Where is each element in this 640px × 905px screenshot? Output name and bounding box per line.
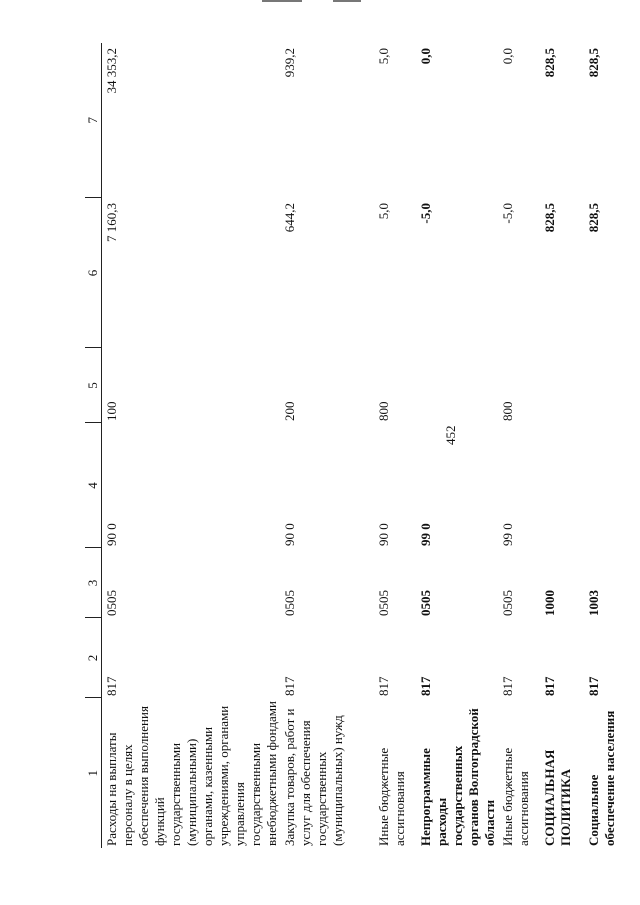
ministry-code: 817 bbox=[104, 676, 119, 696]
expense-type-code: 200 bbox=[282, 401, 297, 421]
target-article-code: 90 0 bbox=[282, 523, 297, 546]
section-code: 0505 bbox=[376, 590, 391, 616]
column-header: 4 bbox=[85, 423, 102, 548]
table-row bbox=[416, 43, 498, 848]
amount-total: 0,0 bbox=[500, 48, 515, 65]
section-code: 1003 bbox=[586, 590, 601, 616]
row-name: Иные бюджетные ассигнования bbox=[500, 747, 531, 846]
page-number: 452 bbox=[443, 425, 458, 445]
expense-type-code bbox=[584, 348, 628, 423]
column-header: 7 bbox=[85, 43, 102, 198]
row-name: Социальное обеспечение населения bbox=[586, 710, 617, 846]
amount-change: 828,5 bbox=[586, 203, 601, 233]
table-row bbox=[498, 43, 540, 848]
amount-total: 34 353,2 bbox=[104, 48, 119, 94]
ministry-code: 817 bbox=[282, 676, 297, 696]
amount-total: 0,0 bbox=[418, 48, 433, 65]
target-article-code bbox=[584, 423, 628, 548]
column-header: 6 bbox=[85, 198, 102, 348]
ministry-code: 817 bbox=[586, 676, 601, 696]
section-code: 0505 bbox=[500, 590, 515, 616]
amount-change: 5,0 bbox=[376, 203, 391, 220]
ministry-code: 817 bbox=[500, 676, 515, 696]
amount-change: 644,2 bbox=[282, 203, 297, 233]
expense-type-code: 800 bbox=[376, 401, 391, 421]
table-header-row bbox=[85, 43, 102, 848]
table-row bbox=[374, 43, 416, 848]
expense-type-code: 800 bbox=[500, 401, 515, 421]
amount-total: 939,2 bbox=[282, 48, 297, 78]
table-row bbox=[280, 43, 374, 848]
ministry-code: 817 bbox=[418, 676, 433, 696]
row-name: Иные бюджетные ассигнования bbox=[376, 747, 407, 846]
amount-change: 828,5 bbox=[542, 203, 557, 233]
amount-total: 828,5 bbox=[542, 48, 557, 78]
target-article-code bbox=[540, 423, 584, 548]
amount-total: 828,5 bbox=[586, 48, 601, 78]
section-code: 0505 bbox=[282, 590, 297, 616]
target-article-code: 99 0 bbox=[418, 523, 433, 546]
table-row bbox=[584, 43, 628, 848]
expense-type-code bbox=[540, 348, 584, 423]
expense-type-code bbox=[416, 348, 498, 423]
expense-type-code: 100 bbox=[104, 401, 119, 421]
scan-edge-mark bbox=[333, 0, 361, 2]
column-header: 5 bbox=[85, 348, 102, 423]
target-article-code: 90 0 bbox=[104, 523, 119, 546]
column-header: 2 bbox=[85, 618, 102, 698]
row-name: Закупка товаров, работ и услуг для обеспечения государственных (муниципальных) нужд bbox=[282, 708, 345, 846]
column-header: 3 bbox=[85, 548, 102, 618]
target-article-code: 90 0 bbox=[376, 523, 391, 546]
budget-table bbox=[85, 43, 628, 848]
table-row bbox=[540, 43, 584, 848]
row-name: Непрограммные расходы государственных органов Волгоградской области bbox=[418, 708, 497, 846]
amount-change: -5,0 bbox=[500, 203, 515, 224]
amount-total: 5,0 bbox=[376, 48, 391, 65]
section-code: 0505 bbox=[418, 590, 433, 616]
ministry-code: 817 bbox=[376, 676, 391, 696]
scan-edge-mark bbox=[262, 0, 302, 2]
ministry-code: 817 bbox=[542, 676, 557, 696]
section-code: 1000 bbox=[542, 590, 557, 616]
budget-table-sheet bbox=[85, 43, 617, 848]
target-article-code: 99 0 bbox=[500, 523, 515, 546]
table-row bbox=[102, 43, 281, 848]
column-header: 1 bbox=[85, 698, 102, 848]
row-name: Расходы на выплаты персоналу в целях обеспечения выполнения функций государственными (муниципальными) органами, казенными учреждениями, органами управления государственными внебюджетными фондами bbox=[104, 701, 279, 846]
section-code: 0505 bbox=[104, 590, 119, 616]
amount-change: 7 160,3 bbox=[104, 203, 119, 242]
amount-change: -5,0 bbox=[418, 203, 433, 224]
row-name: СОЦИАЛЬНАЯ ПОЛИТИКА bbox=[542, 749, 573, 846]
